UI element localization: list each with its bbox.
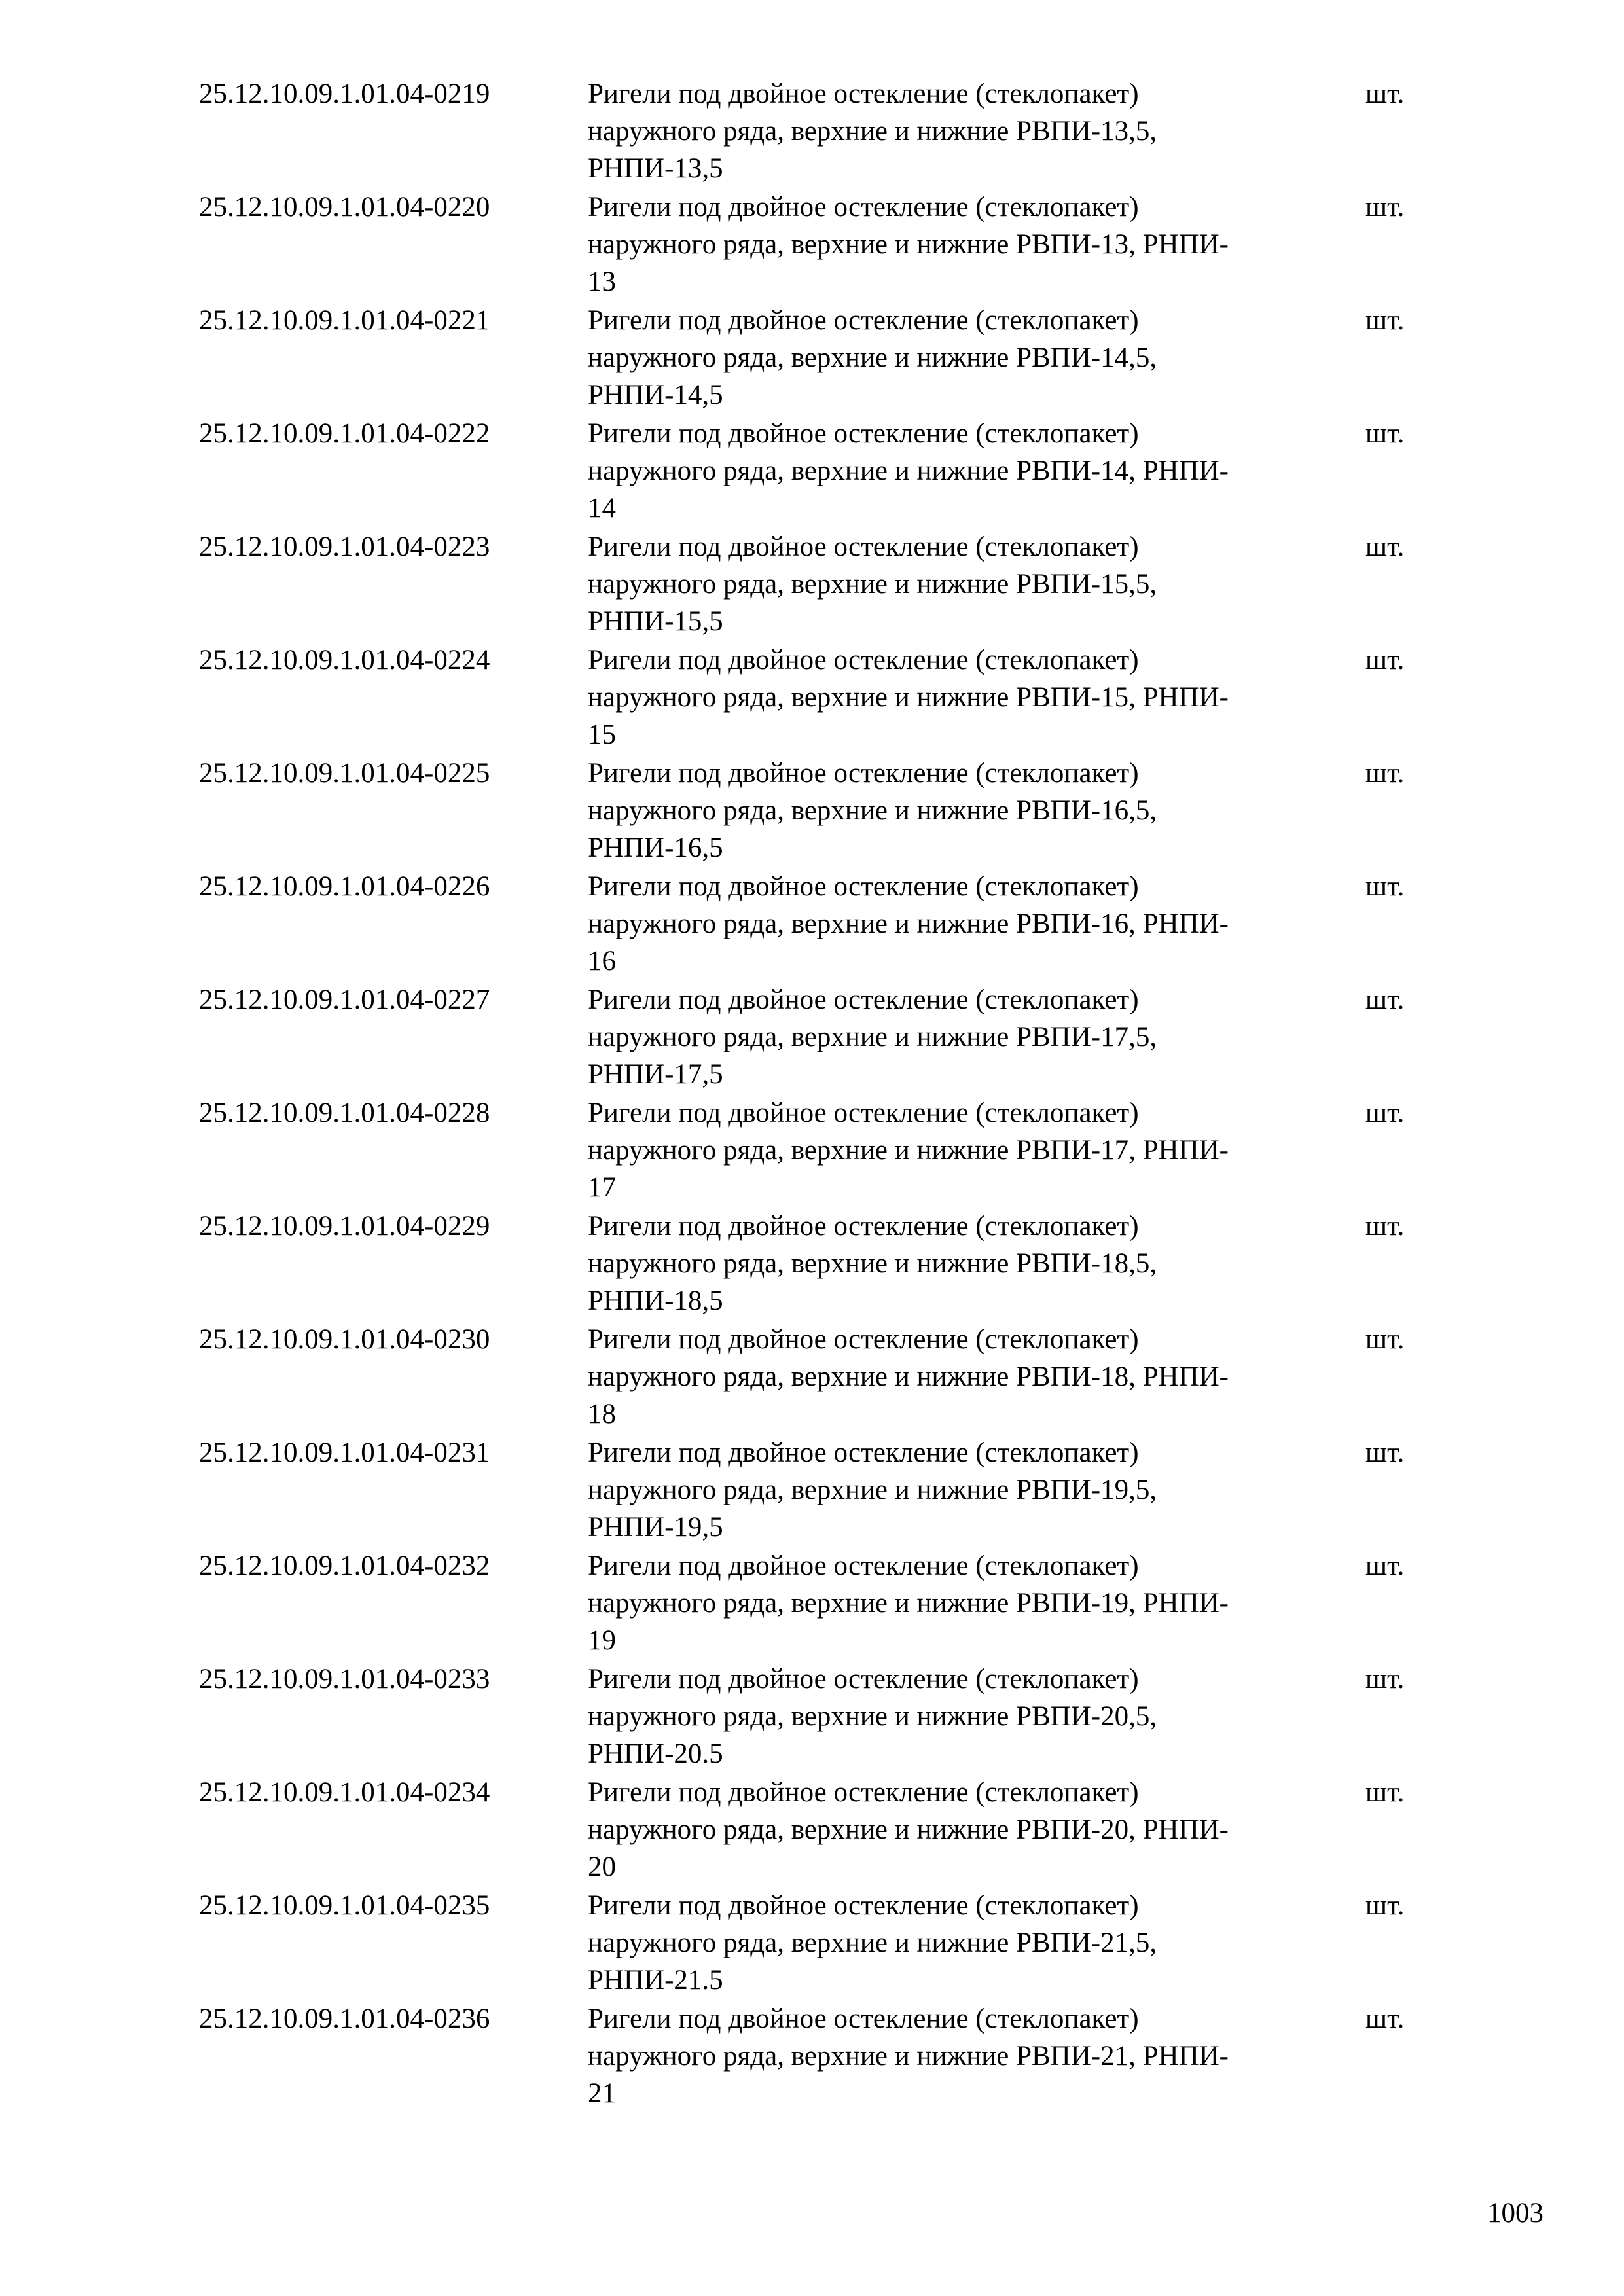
page-number: 1003 xyxy=(1487,2198,1543,2229)
resource-description xyxy=(588,1887,1341,1999)
table-row xyxy=(0,641,1624,755)
unit-of-measure: шт. xyxy=(1365,1551,1405,1581)
description-line: 16 xyxy=(588,946,616,977)
description-line: Ригели под двойное остекление (стеклопакет) xyxy=(588,984,1139,1015)
unit-of-measure: шт. xyxy=(1365,1664,1405,1695)
description-line: Ригели под двойное остекление (стеклопакет) xyxy=(588,418,1139,449)
description-line: наружного ряда, верхние и нижние РВПИ-20,5, xyxy=(588,1701,1157,1732)
description-line: РНПИ-20.5 xyxy=(588,1738,723,1769)
unit-of-measure: шт. xyxy=(1365,79,1405,109)
resource-description xyxy=(588,2000,1341,2112)
description-line: наружного ряда, верхние и нижние РВПИ-21,5, xyxy=(588,1928,1157,1958)
table-row xyxy=(0,415,1624,528)
resource-description xyxy=(588,415,1341,527)
description-line: Ригели под двойное остекление (стеклопакет) xyxy=(588,1437,1139,1468)
description-line: РНПИ-13,5 xyxy=(588,153,723,184)
description-line: РНПИ-18,5 xyxy=(588,1285,723,1316)
description-line: наружного ряда, верхние и нижние РВПИ-14,5, xyxy=(588,342,1157,373)
description-line: наружного ряда, верхние и нижние РВПИ-13, РНПИ- xyxy=(588,229,1229,260)
unit-of-measure: шт. xyxy=(1365,1324,1405,1355)
resource-code: 25.12.10.09.1.01.04-0234 xyxy=(199,1777,490,1808)
resource-code: 25.12.10.09.1.01.04-0222 xyxy=(199,418,490,449)
table-row xyxy=(0,1094,1624,1208)
resource-description xyxy=(588,75,1341,187)
resource-description xyxy=(588,641,1341,753)
resource-description xyxy=(588,528,1341,640)
table-row xyxy=(0,981,1624,1094)
table-row xyxy=(0,1321,1624,1434)
resource-code: 25.12.10.09.1.01.04-0223 xyxy=(199,531,490,562)
description-line: 19 xyxy=(588,1625,616,1656)
resource-code: 25.12.10.09.1.01.04-0229 xyxy=(199,1211,490,1242)
table-row xyxy=(0,188,1624,302)
resource-code: 25.12.10.09.1.01.04-0230 xyxy=(199,1324,490,1355)
resource-code: 25.12.10.09.1.01.04-0221 xyxy=(199,305,490,336)
description-line: РНПИ-19,5 xyxy=(588,1512,723,1543)
resource-code: 25.12.10.09.1.01.04-0233 xyxy=(199,1664,490,1695)
description-line: Ригели под двойное остекление (стеклопакет) xyxy=(588,1551,1139,1581)
resource-code: 25.12.10.09.1.01.04-0225 xyxy=(199,758,490,789)
resource-description xyxy=(588,981,1341,1093)
resource-code: 25.12.10.09.1.01.04-0219 xyxy=(199,79,490,109)
description-line: наружного ряда, верхние и нижние РВПИ-19, РНПИ- xyxy=(588,1588,1229,1619)
description-line: наружного ряда, верхние и нижние РВПИ-17, РНПИ- xyxy=(588,1135,1229,1166)
description-line: Ригели под двойное остекление (стеклопакет) xyxy=(588,1324,1139,1355)
resource-code: 25.12.10.09.1.01.04-0227 xyxy=(199,984,490,1015)
resource-code: 25.12.10.09.1.01.04-0235 xyxy=(199,1890,490,1921)
description-line: 13 xyxy=(588,266,616,297)
resource-description xyxy=(588,188,1341,300)
table-row xyxy=(0,2000,1624,2113)
description-line: Ригели под двойное остекление (стеклопакет) xyxy=(588,1211,1139,1242)
unit-of-measure: шт. xyxy=(1365,1437,1405,1468)
resource-code: 25.12.10.09.1.01.04-0232 xyxy=(199,1551,490,1581)
resource-code: 25.12.10.09.1.01.04-0224 xyxy=(199,645,490,675)
unit-of-measure: шт. xyxy=(1365,305,1405,336)
description-line: наружного ряда, верхние и нижние РВПИ-15, РНПИ- xyxy=(588,682,1229,713)
description-line: 17 xyxy=(588,1172,616,1203)
description-line: Ригели под двойное остекление (стеклопакет) xyxy=(588,645,1139,675)
unit-of-measure: шт. xyxy=(1365,758,1405,789)
description-line: Ригели под двойное остекление (стеклопакет) xyxy=(588,2003,1139,2034)
description-line: наружного ряда, верхние и нижние РВПИ-20, РНПИ- xyxy=(588,1814,1229,1845)
unit-of-measure: шт. xyxy=(1365,1890,1405,1921)
description-line: Ригели под двойное остекление (стеклопакет) xyxy=(588,758,1139,789)
description-line: Ригели под двойное остекление (стеклопакет) xyxy=(588,1777,1139,1808)
unit-of-measure: шт. xyxy=(1365,192,1405,223)
description-line: Ригели под двойное остекление (стеклопакет) xyxy=(588,1098,1139,1128)
resource-code: 25.12.10.09.1.01.04-0220 xyxy=(199,192,490,223)
resource-description xyxy=(588,1321,1341,1433)
resource-code: 25.12.10.09.1.01.04-0236 xyxy=(199,2003,490,2034)
description-line: наружного ряда, верхние и нижние РВПИ-13,5, xyxy=(588,116,1157,147)
unit-of-measure: шт. xyxy=(1365,984,1405,1015)
description-line: РНПИ-21.5 xyxy=(588,1965,723,1996)
resource-code: 25.12.10.09.1.01.04-0231 xyxy=(199,1437,490,1468)
description-line: Ригели под двойное остекление (стеклопакет) xyxy=(588,305,1139,336)
table-row xyxy=(0,1887,1624,2000)
description-line: наружного ряда, верхние и нижние РВПИ-16, РНПИ- xyxy=(588,908,1229,939)
description-line: Ригели под двойное остекление (стеклопакет) xyxy=(588,1664,1139,1695)
description-line: Ригели под двойное остекление (стеклопакет) xyxy=(588,79,1139,109)
description-line: РНПИ-15,5 xyxy=(588,606,723,637)
unit-of-measure: шт. xyxy=(1365,531,1405,562)
description-line: РНПИ-14,5 xyxy=(588,380,723,410)
resource-description xyxy=(588,1208,1341,1319)
unit-of-measure: шт. xyxy=(1365,1211,1405,1242)
description-line: наружного ряда, верхние и нижние РВПИ-15,5, xyxy=(588,569,1157,600)
table-row xyxy=(0,1547,1624,1660)
unit-of-measure: шт. xyxy=(1365,1098,1405,1128)
table-row xyxy=(0,302,1624,415)
resource-description xyxy=(588,1094,1341,1206)
unit-of-measure: шт. xyxy=(1365,2003,1405,2034)
table-row xyxy=(0,1660,1624,1774)
unit-of-measure: шт. xyxy=(1365,645,1405,675)
resource-description xyxy=(588,1660,1341,1772)
table-row xyxy=(0,75,1624,188)
resource-description xyxy=(588,1547,1341,1659)
description-line: РНПИ-17,5 xyxy=(588,1059,723,1090)
resource-description xyxy=(588,1434,1341,1546)
resource-description xyxy=(588,302,1341,414)
table-row xyxy=(0,1774,1624,1887)
description-line: наружного ряда, верхние и нижние РВПИ-19,5, xyxy=(588,1475,1157,1505)
table-row xyxy=(0,755,1624,868)
resource-code: 25.12.10.09.1.01.04-0228 xyxy=(199,1098,490,1128)
table-row xyxy=(0,1208,1624,1321)
description-line: наружного ряда, верхние и нижние РВПИ-16,5, xyxy=(588,795,1157,826)
description-line: наружного ряда, верхние и нижние РВПИ-14, РНПИ- xyxy=(588,456,1229,486)
resource-description xyxy=(588,755,1341,867)
description-line: РНПИ-16,5 xyxy=(588,833,723,863)
description-line: Ригели под двойное остекление (стеклопакет) xyxy=(588,531,1139,562)
description-line: 21 xyxy=(588,2078,616,2109)
resource-code: 25.12.10.09.1.01.04-0226 xyxy=(199,871,490,902)
description-line: Ригели под двойное остекление (стеклопакет) xyxy=(588,1890,1139,1921)
description-line: наружного ряда, верхние и нижние РВПИ-18, РНПИ- xyxy=(588,1361,1229,1392)
description-line: Ригели под двойное остекление (стеклопакет) xyxy=(588,192,1139,223)
resource-description xyxy=(588,1774,1341,1886)
description-line: наружного ряда, верхние и нижние РВПИ-18,5, xyxy=(588,1248,1157,1279)
table-row xyxy=(0,528,1624,641)
table-row xyxy=(0,1434,1624,1547)
unit-of-measure: шт. xyxy=(1365,418,1405,449)
description-line: 20 xyxy=(588,1852,616,1882)
unit-of-measure: шт. xyxy=(1365,1777,1405,1808)
description-line: 14 xyxy=(588,493,616,524)
description-line: 15 xyxy=(588,719,616,750)
table-row xyxy=(0,868,1624,981)
unit-of-measure: шт. xyxy=(1365,871,1405,902)
resource-table xyxy=(0,75,1624,2113)
description-line: наружного ряда, верхние и нижние РВПИ-17,5, xyxy=(588,1022,1157,1052)
description-line: 18 xyxy=(588,1399,616,1429)
description-line: наружного ряда, верхние и нижние РВПИ-21, РНПИ- xyxy=(588,2041,1229,2072)
description-line: Ригели под двойное остекление (стеклопакет) xyxy=(588,871,1139,902)
resource-description xyxy=(588,868,1341,980)
